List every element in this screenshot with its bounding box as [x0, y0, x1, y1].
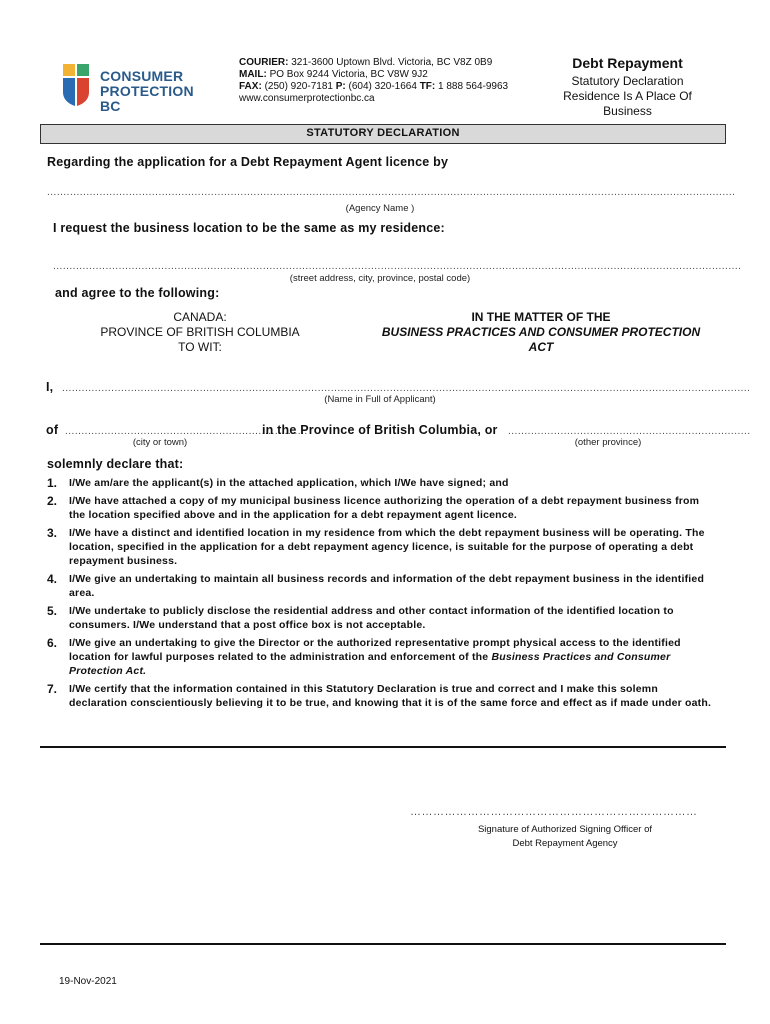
- item-number: 1.: [47, 476, 58, 490]
- phone-number: (604) 320-1664: [348, 81, 417, 92]
- item-number: 3.: [47, 526, 58, 540]
- act-name-line: BUSINESS PRACTICES AND CONSUMER PROTECTION: [381, 325, 701, 339]
- form-subtitle-line-2: Residence Is A Place Of: [563, 89, 692, 103]
- mail-address: PO Box 9244 Victoria, BC V8W 9J2: [269, 69, 428, 80]
- consumer-protection-bc-shield-icon: [63, 62, 91, 108]
- jurisdiction-province: PROVINCE OF BRITISH COLUMBIA: [100, 325, 300, 339]
- act-matter-line: IN THE MATTER OF THE: [471, 310, 611, 324]
- city-field[interactable]: ..........................................................................: [65, 426, 308, 437]
- logo-line-1: CONSUMER: [100, 68, 184, 84]
- list-item: [47, 604, 717, 632]
- list-item: [47, 572, 717, 600]
- other-province-field[interactable]: ..........................................................................: [508, 426, 751, 437]
- of-prefix: of: [46, 423, 59, 437]
- form-title-block: [540, 55, 715, 119]
- tollfree-number: 1 888 564-9963: [438, 81, 509, 92]
- street-address-field[interactable]: ..................................................................................................................................................................................................................: [53, 261, 742, 272]
- regarding-heading: Regarding the application for a Debt Repayment Agent licence by: [47, 155, 449, 169]
- act-title-italic: Business Practices and Consumer Protection Act.: [69, 651, 671, 677]
- signature-caption: [440, 823, 690, 851]
- contact-info: [239, 57, 539, 105]
- item-text: I/We undertake to publicly disclose the residential address and other contact information of the identified location to consumers. I/We understand that a post office box is not acceptable.: [69, 605, 674, 631]
- logo: [63, 62, 208, 114]
- item-number: 5.: [47, 604, 58, 618]
- mail-label: MAIL:: [239, 69, 267, 80]
- item-number: 6.: [47, 636, 58, 650]
- jurisdiction-block: [80, 310, 320, 355]
- courier-line: [239, 57, 539, 69]
- form-subtitle-line-3: Business: [603, 104, 652, 118]
- street-address-caption: (street address, city, province, postal code): [289, 273, 471, 284]
- fax-label: FAX:: [239, 81, 262, 92]
- list-item: [47, 526, 717, 568]
- divider-bottom: [40, 943, 726, 945]
- city-caption: (city or town): [132, 437, 188, 448]
- jurisdiction-to-wit: TO WIT:: [178, 340, 222, 354]
- applicant-prefix: I,: [46, 380, 54, 394]
- list-item: [47, 476, 717, 490]
- applicant-name-caption: (Name in Full of Applicant): [324, 394, 436, 405]
- item-text-part: I/We give an undertaking to give the Director or the authorized representative prompt physical access to the identified location for lawful purposes related to the administration and enforcement of the: [69, 637, 681, 663]
- courier-label: COURIER:: [239, 57, 289, 68]
- act-suffix-line: ACT: [528, 340, 554, 354]
- request-heading: I request the business location to be the same as my residence:: [53, 221, 445, 235]
- website: www.consumerprotectionbc.ca: [239, 93, 375, 104]
- item-text: I/We certify that the information contained in this Statutory Declaration is true and correct and I make this solemn declaration conscientiously believing it to be true, and knowing that it is of the same force and effect as if made under oath.: [69, 683, 712, 709]
- agency-name-field[interactable]: ..................................................................................................................................................................................................................: [47, 187, 736, 198]
- item-text: I/We am/are the applicant(s) in the attached application, which I/We have signed; and: [69, 477, 509, 489]
- province-text: in the Province of British Columbia, or: [262, 423, 498, 437]
- signature-caption-line-2: Debt Repayment Agency: [512, 838, 618, 849]
- declaration-list: [47, 476, 717, 714]
- signature-caption-line-1: Signature of Authorized Signing Officer of: [477, 824, 653, 835]
- applicant-name-field[interactable]: ..................................................................................................................................................................................................................: [62, 383, 751, 394]
- shield-green: [77, 64, 89, 76]
- signature-field[interactable]: …………………………………………………………………: [410, 806, 698, 818]
- agency-name-caption: (Agency Name ): [345, 203, 415, 214]
- shield-red: [77, 78, 89, 106]
- shield-yellow: [63, 64, 75, 76]
- form-title: Debt Repayment: [572, 55, 683, 71]
- form-subtitle-line-1: Statutory Declaration: [571, 74, 684, 88]
- jurisdiction-canada: CANADA:: [173, 310, 227, 324]
- phone-line: [239, 81, 539, 93]
- item-number: 7.: [47, 682, 58, 696]
- agree-heading: and agree to the following:: [55, 286, 220, 300]
- logo-line-2: PROTECTION BC: [100, 83, 194, 114]
- item-text: [69, 636, 717, 678]
- item-text: I/We have attached a copy of my municipal business licence authorizing the operation of a debt repayment business from the location specified above and in the application for a debt repayment agent licence.: [69, 495, 700, 521]
- list-item: [47, 682, 717, 710]
- tollfree-label: TF:: [419, 81, 436, 92]
- divider-top: [40, 746, 726, 748]
- item-number: 4.: [47, 572, 58, 586]
- declare-heading: solemnly declare that:: [47, 457, 184, 471]
- phone-label: P:: [335, 81, 346, 92]
- other-province-caption: (other province): [574, 437, 642, 448]
- item-number: 2.: [47, 494, 58, 508]
- courier-address: 321-3600 Uptown Blvd. Victoria, BC V8Z 0B9: [291, 57, 493, 68]
- list-item: [47, 636, 717, 678]
- list-item: [47, 494, 717, 522]
- item-text: I/We have a distinct and identified location in my residence from which the debt repayment business will be operating. The location, specified in the application for a debt repayment agency licence, is suitable for the purpose of operating a debt repayment business.: [69, 527, 705, 567]
- shield-blue: [63, 78, 75, 106]
- act-block: [365, 310, 717, 355]
- footer-date: 19-Nov-2021: [59, 976, 117, 987]
- fax-number: (250) 920-7181: [264, 81, 333, 92]
- mail-line: [239, 69, 539, 81]
- item-text: I/We give an undertaking to maintain all business records and information of the debt repayment business in the identified area.: [69, 573, 705, 599]
- statutory-declaration-banner: STATUTORY DECLARATION: [40, 124, 726, 144]
